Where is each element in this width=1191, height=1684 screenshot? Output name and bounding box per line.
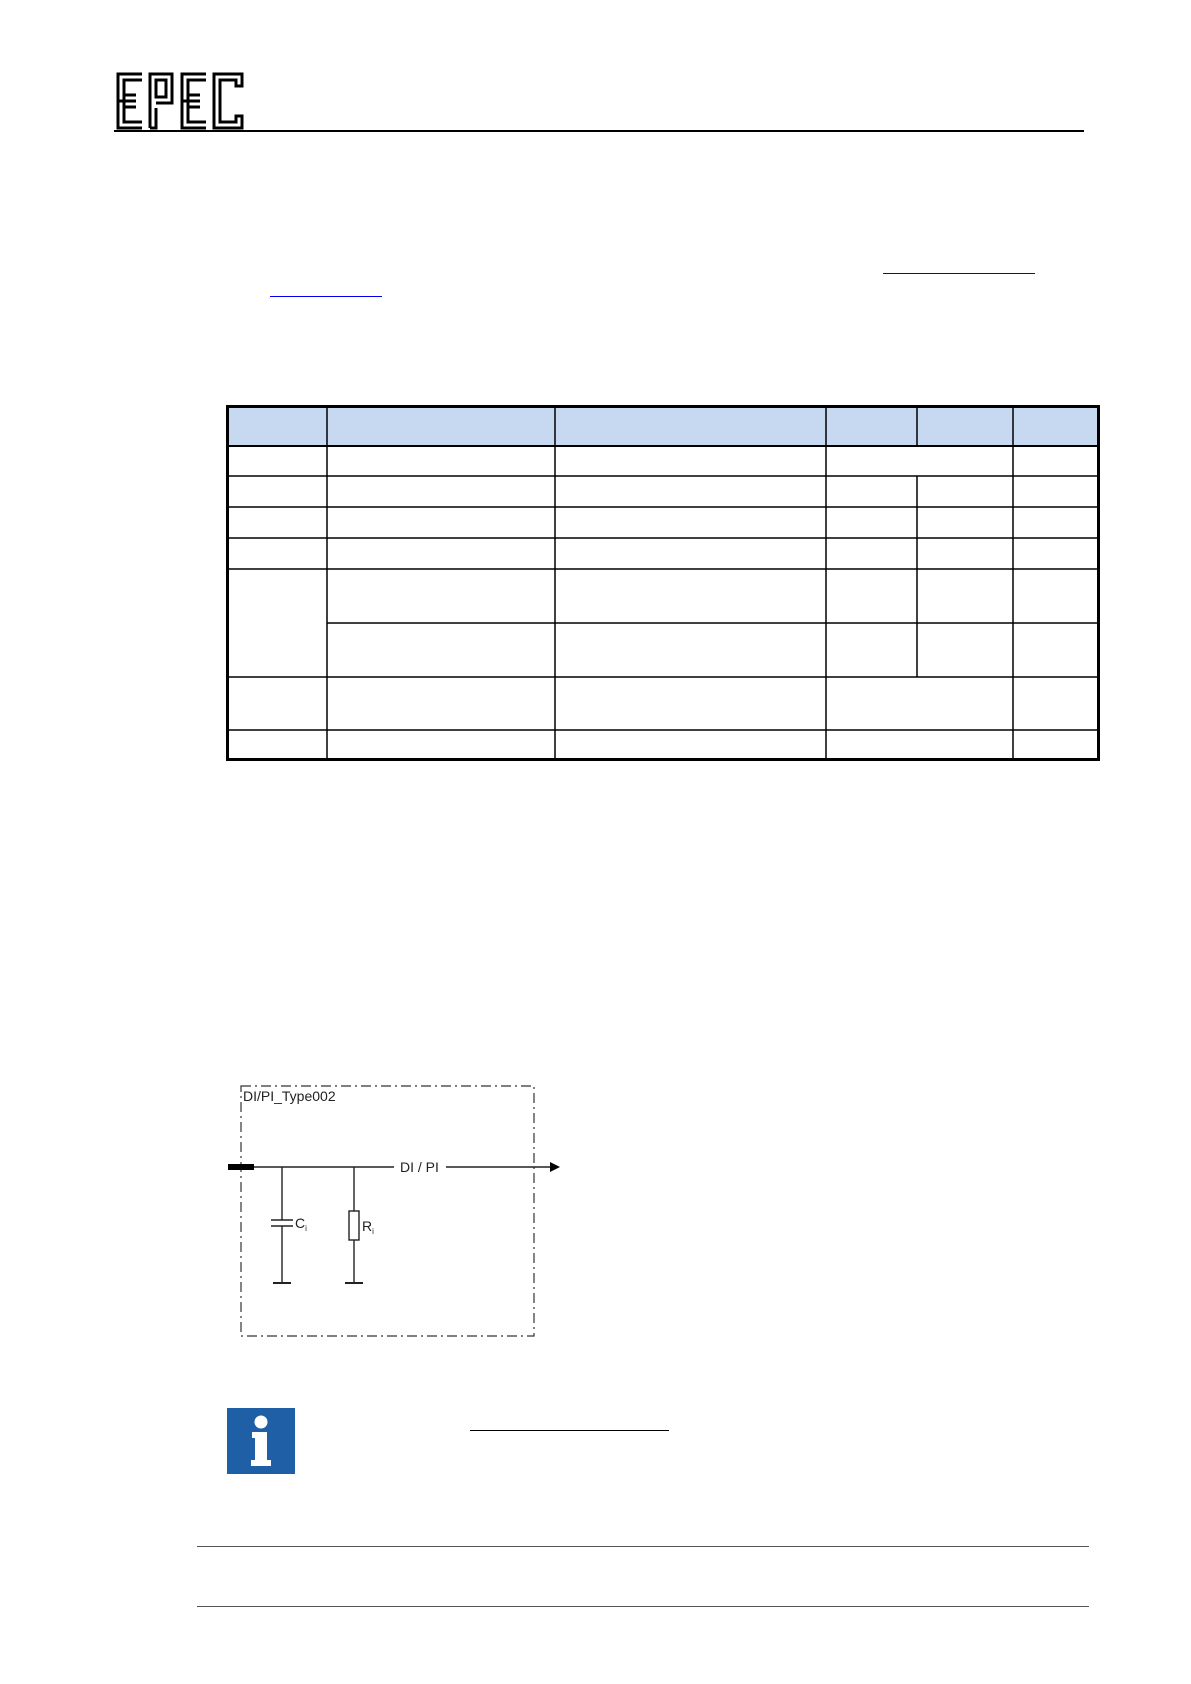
info-icon	[227, 1408, 295, 1474]
footer-rule-top	[197, 1546, 1089, 1547]
block-boundary	[241, 1086, 534, 1336]
block-label: DI/PI_Type002	[243, 1088, 336, 1104]
spec-table	[226, 405, 1100, 761]
input-terminal	[228, 1164, 254, 1170]
capacitor-label: $C_i$	[295, 1215, 307, 1233]
resistor	[345, 1167, 363, 1283]
footer-rule-bottom	[197, 1606, 1089, 1607]
signal-label: DI / PI	[400, 1159, 439, 1175]
epec-logo	[114, 70, 246, 132]
hyperlink-1[interactable]	[883, 273, 1035, 274]
resistor-label: $R_i$	[362, 1218, 374, 1236]
note-hyperlink[interactable]	[470, 1430, 669, 1431]
table-header-row	[227, 406, 1099, 446]
input-circuit-diagram	[224, 1078, 564, 1344]
header-rule	[114, 130, 1084, 132]
hyperlink-2[interactable]	[270, 296, 382, 297]
capacitor	[271, 1167, 293, 1283]
output-arrow-icon	[550, 1162, 560, 1172]
